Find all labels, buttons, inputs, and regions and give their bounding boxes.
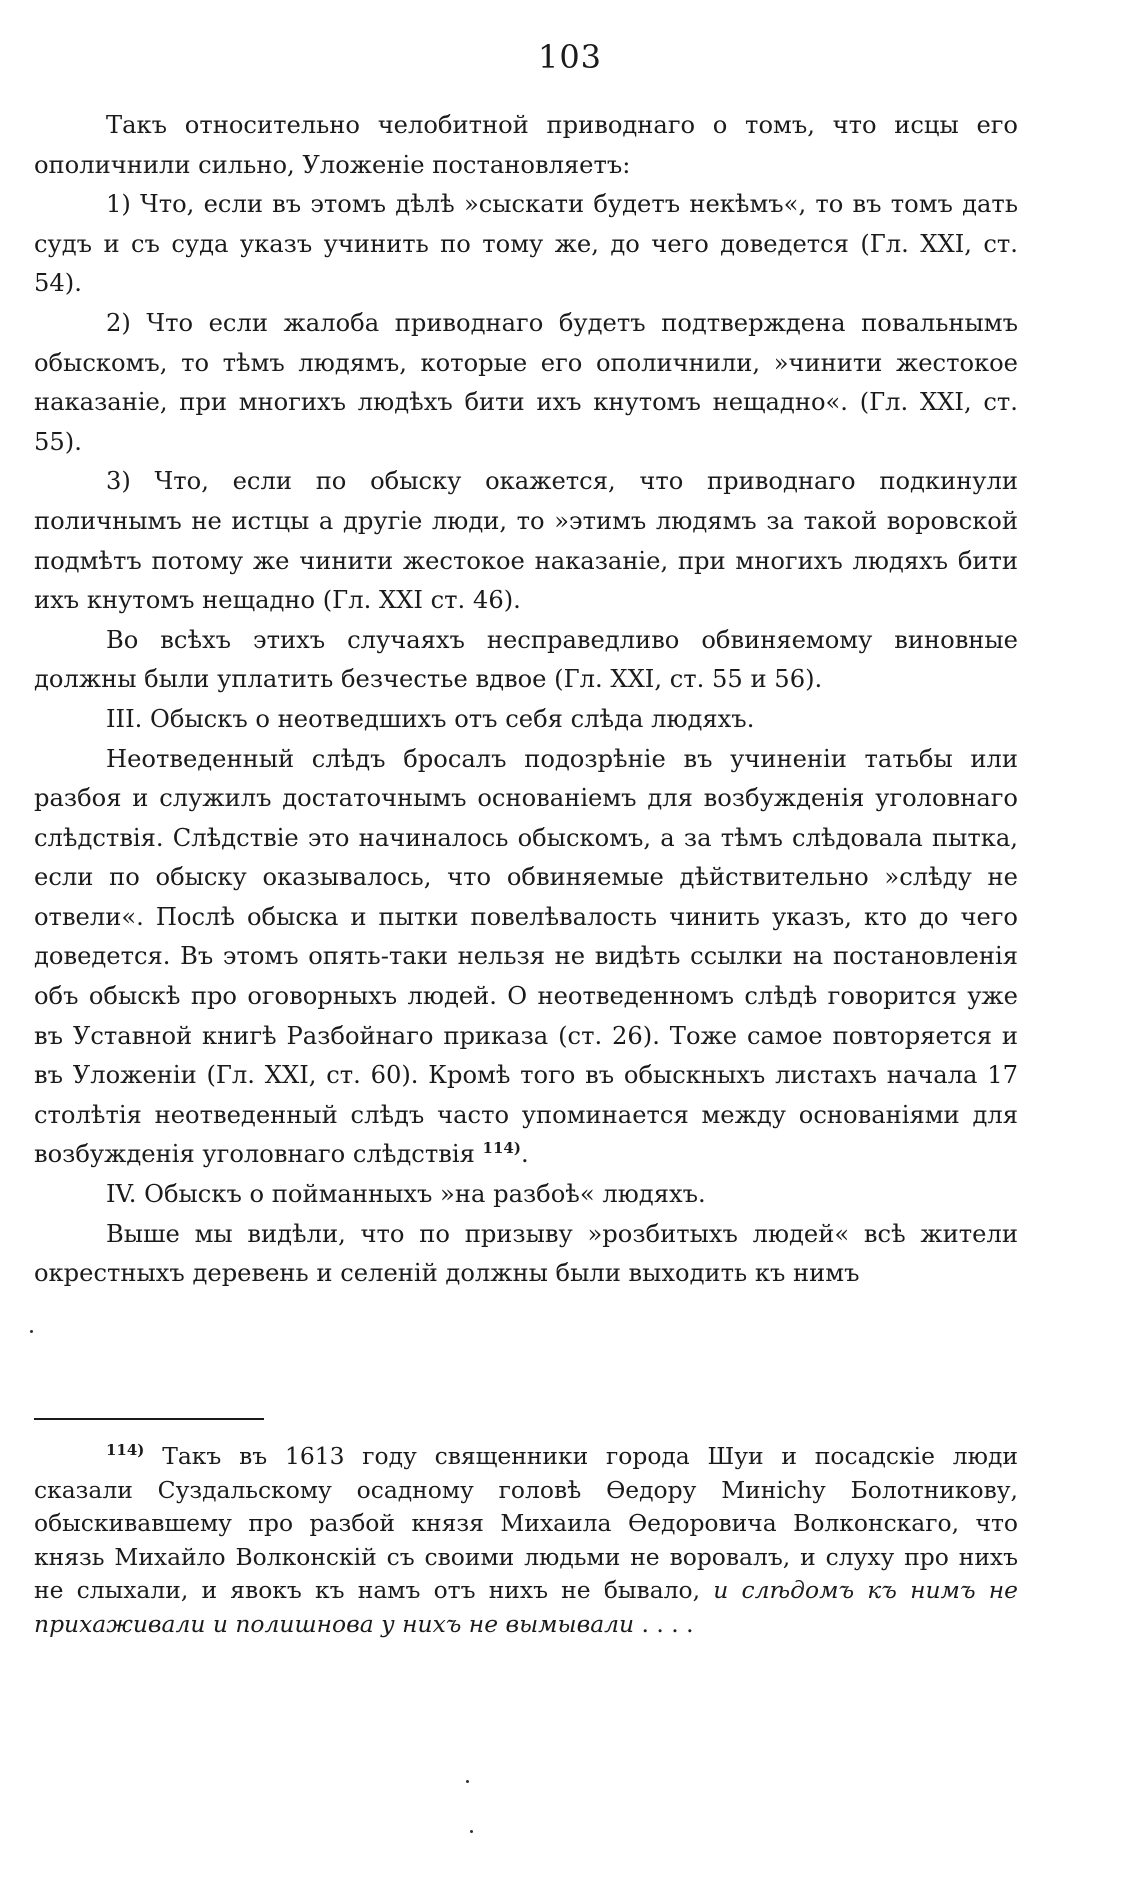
section-heading-iv: IV. Обыскъ о пойманныхъ »на разбоѣ« людяхъ.	[106, 1180, 706, 1209]
paragraph-section-iii	[34, 740, 1018, 1176]
print-speck	[470, 1830, 473, 1833]
print-speck	[30, 1330, 33, 1333]
footnote-ellipsis: . . . .	[641, 1609, 694, 1638]
footnote	[34, 1440, 1018, 1641]
page-number: 103	[537, 38, 603, 76]
footnote-text: Такъ въ 1613 году священники города Шуи и посадскіе люди сказали Суздальскому осадному головѣ Ѳедору Минichу Болотникову, обыскивавшему про разбой князя Михаила Ѳедоровича Волконскаго, что князь Михайло Волконскій съ своими людьми не воровалъ, и слуху про нихъ не слыхали, и явокъ къ намъ отъ нихъ не бывало,	[34, 1442, 1018, 1604]
print-speck	[466, 1780, 469, 1783]
main-text	[34, 106, 1018, 1294]
paragraph-section-iv: Выше мы видѣли, что по призыву »розбитыхъ людей« всѣ жители окрестныхъ деревень и селеній должны были выходить къ нимъ	[34, 1219, 1018, 1288]
paragraph-item-1: 1) Что, если въ этомъ дѣлѣ »сыскати будетъ некѣмъ«, то въ томъ дать судъ и съ суда указъ учинить по тому же, до чего доведется (Гл. XXI, ст. 54).	[34, 190, 1018, 298]
footnote-italic-text: и слѣдомъ къ нимъ не прихаживали и полишнова у нихъ не вымывали	[34, 1576, 1019, 1638]
footnote-marker: 114)	[106, 1441, 145, 1459]
paragraph-section-iii-text: Неотведенный слѣдъ бросалъ подозрѣніе въ учиненіи татьбы или разбоя и служилъ достаточнымъ основаніемъ для возбужденія уголовнаго слѣдствія. Слѣдствіе это начиналось обыскомъ, а за тѣмъ слѣдовала пытка, если по обыску оказывалось, что обвиняемые дѣйствительно »слѣду не отвели«. Послѣ обыска и пытки повелѣвалость чинить указъ, кто до чего доведется. Въ этомъ опять-таки нельзя не видѣть ссылки на постановленія объ обыскѣ про оговорныхъ людей. О неотведенномъ слѣдѣ говорится уже въ Уставной книгѣ Разбойнаго приказа (ст. 26). Тоже самое повторяется и въ Уложеніи (Гл. XXI, ст. 60). Кромѣ того въ обыскныхъ листахъ начала 17 столѣтія неотведенный слѣдъ часто упоминается между основаніями для возбужденія уголовнаго слѣдствія	[34, 744, 1018, 1169]
paragraph-item-2: 2) Что если жалоба приводнаго будетъ подтверждена повальнымъ обыскомъ, то тѣмъ людямъ, которые его ополичнили, »чинити жестокое наказаніе, при многихъ людѣхъ бити ихъ кнутомъ нещадно«. (Гл. XXI, ст. 55).	[34, 308, 1018, 456]
paragraph-summary: Во всѣхъ этихъ случаяхъ несправедливо обвиняемому виновные должны были уплатить безчестье вдвое (Гл. XXI, ст. 55 и 56).	[34, 625, 1018, 694]
paragraph-intro: Такъ относительно челобитной приводнаго о томъ, что исцы его ополичнили сильно, Уложеніе постановляетъ:	[34, 111, 1018, 179]
footnote-reference: 114)	[482, 1139, 521, 1158]
footnote-reference-suffix: .	[520, 1140, 529, 1169]
paragraph-item-3: 3) Что, если по обыску окажется, что приводнаго подкинули поличнымъ не истцы а другіе люди, то »этимъ людямъ за такой воровской подмѣтъ потому же чинити жестокое наказаніе, при многихъ людяхъ бити ихъ кнутомъ нещадно (Гл. XXI ст. 46).	[34, 467, 1018, 615]
footnote-divider	[34, 1418, 264, 1420]
section-heading-iii: III. Обыскъ о неотведшихъ отъ себя слѣда людяхъ.	[106, 704, 755, 733]
